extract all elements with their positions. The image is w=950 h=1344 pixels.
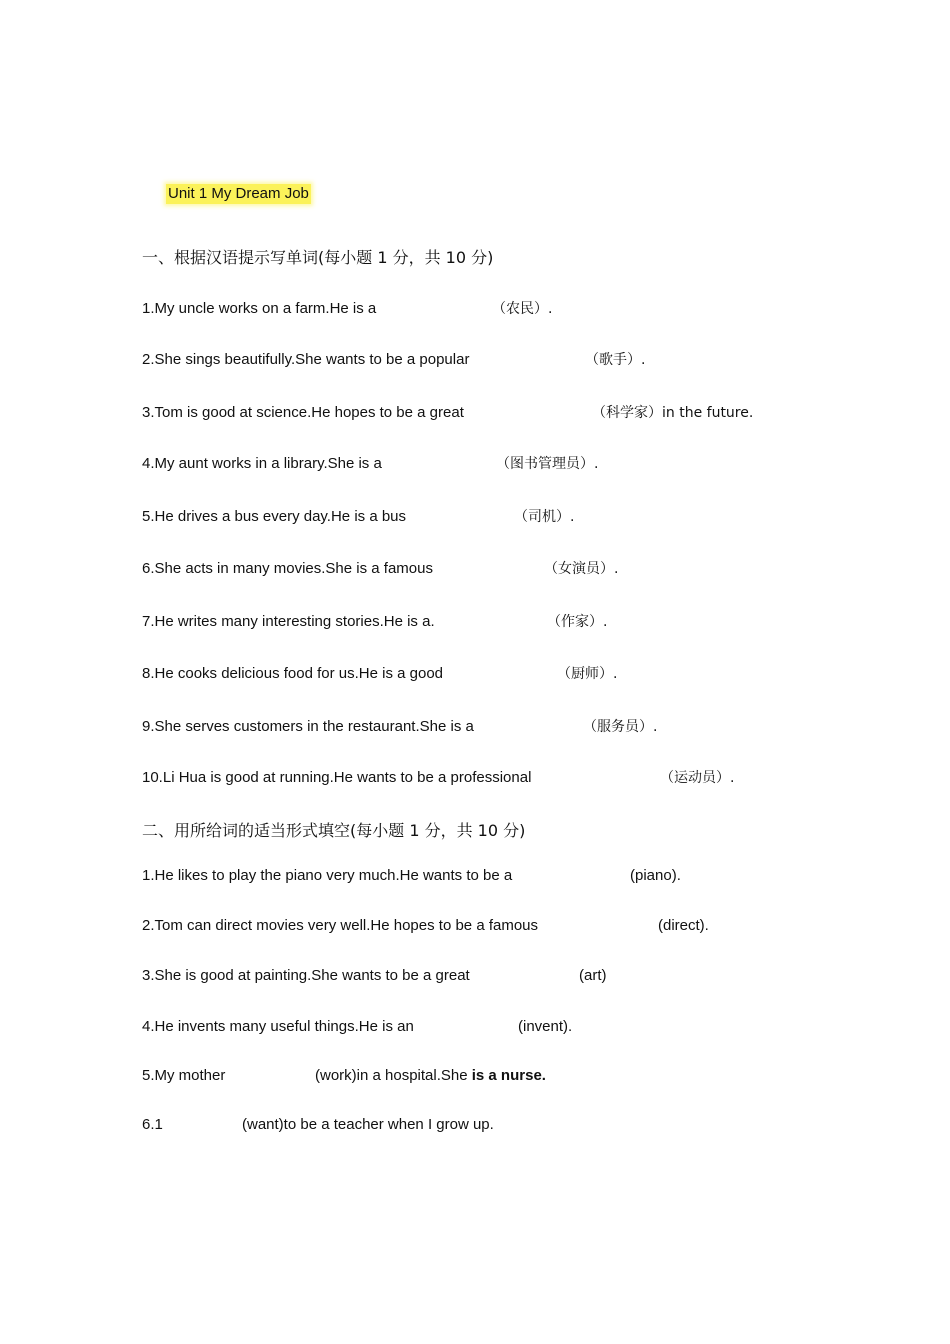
exercise-item	[142, 507, 575, 527]
chinese-hint: （作家）.	[547, 614, 608, 630]
exercise-item	[142, 664, 618, 684]
chinese-hint: （图书管理员）.	[496, 456, 599, 472]
item-text: 4.He invents many useful things.He is an	[142, 1018, 414, 1035]
chinese-hint: （厨师）.	[557, 666, 618, 682]
exercise-item	[142, 916, 709, 936]
exercise-item	[142, 350, 646, 370]
item-text: 2.Tom can direct movies very well.He hopes to be a famous	[142, 917, 539, 934]
item-text: 6.1	[142, 1116, 163, 1133]
item-text: 6.She acts in many movies.She is a famous	[142, 560, 433, 577]
hint-text: (work)in a hospital.She	[315, 1067, 472, 1084]
word-hint: (piano).	[630, 867, 681, 884]
chinese-hint: （女演员）.	[544, 561, 619, 577]
word-hint: (direct).	[658, 917, 709, 934]
exercise-item	[142, 1115, 494, 1135]
item-text: 7.He writes many interesting stories.He is a.	[142, 613, 435, 630]
section-1-heading: 一、根据汉语提示写单词(每小题 1 分，共 10 分)	[142, 248, 494, 267]
exercise-item	[142, 403, 754, 423]
exercise-item	[142, 866, 681, 886]
item-text: 1.He likes to play the piano very much.He wants to be a	[142, 867, 513, 884]
chinese-hint: （服务员）.	[583, 719, 658, 735]
chinese-hint: （农民）.	[492, 301, 553, 317]
chinese-hint: （科学家）in the future.	[592, 405, 754, 421]
chinese-hint: （司机）.	[514, 509, 575, 525]
section-2-heading: 二、用所给词的适当形式填空(每小题 1 分，共 10 分)	[142, 821, 526, 840]
exercise-item	[142, 1017, 573, 1037]
item-text: 5.He drives a bus every day.He is a bus	[142, 508, 407, 525]
item-text: 4.My aunt works in a library.She is a	[142, 455, 382, 472]
exercise-item	[142, 559, 619, 579]
word-hint: (want)to be a teacher when I grow up.	[242, 1116, 494, 1133]
chinese-hint: （歌手）.	[585, 352, 646, 368]
exercise-item	[142, 612, 608, 632]
item-text: 10.Li Hua is good at running.He wants to be a professional	[142, 769, 532, 786]
item-text: 9.She serves customers in the restaurant.She is a	[142, 718, 474, 735]
exercise-item	[142, 299, 553, 319]
exercise-item	[142, 966, 607, 986]
bold-text: is a nurse.	[471, 1067, 546, 1084]
chinese-hint: （运动员）.	[660, 770, 735, 786]
item-text: 3.She is good at painting.She wants to be a great	[142, 967, 470, 984]
exercise-item	[142, 454, 599, 474]
word-hint	[315, 1066, 546, 1086]
item-text: 3.Tom is good at science.He hopes to be a great	[142, 404, 464, 421]
word-hint: (art)	[579, 967, 607, 984]
item-text: 8.He cooks delicious food for us.He is a good	[142, 665, 444, 682]
item-text: 2.She sings beautifully.She wants to be a popular	[142, 351, 470, 368]
word-hint: (invent).	[518, 1018, 573, 1035]
document-title: Unit 1 My Dream Job	[168, 185, 309, 202]
exercise-item	[142, 717, 658, 737]
item-text: 5.My mother	[142, 1067, 226, 1084]
exercise-item	[142, 768, 735, 788]
exercise-item	[142, 1066, 546, 1086]
item-text: 1.My uncle works on a farm.He is a	[142, 300, 377, 317]
